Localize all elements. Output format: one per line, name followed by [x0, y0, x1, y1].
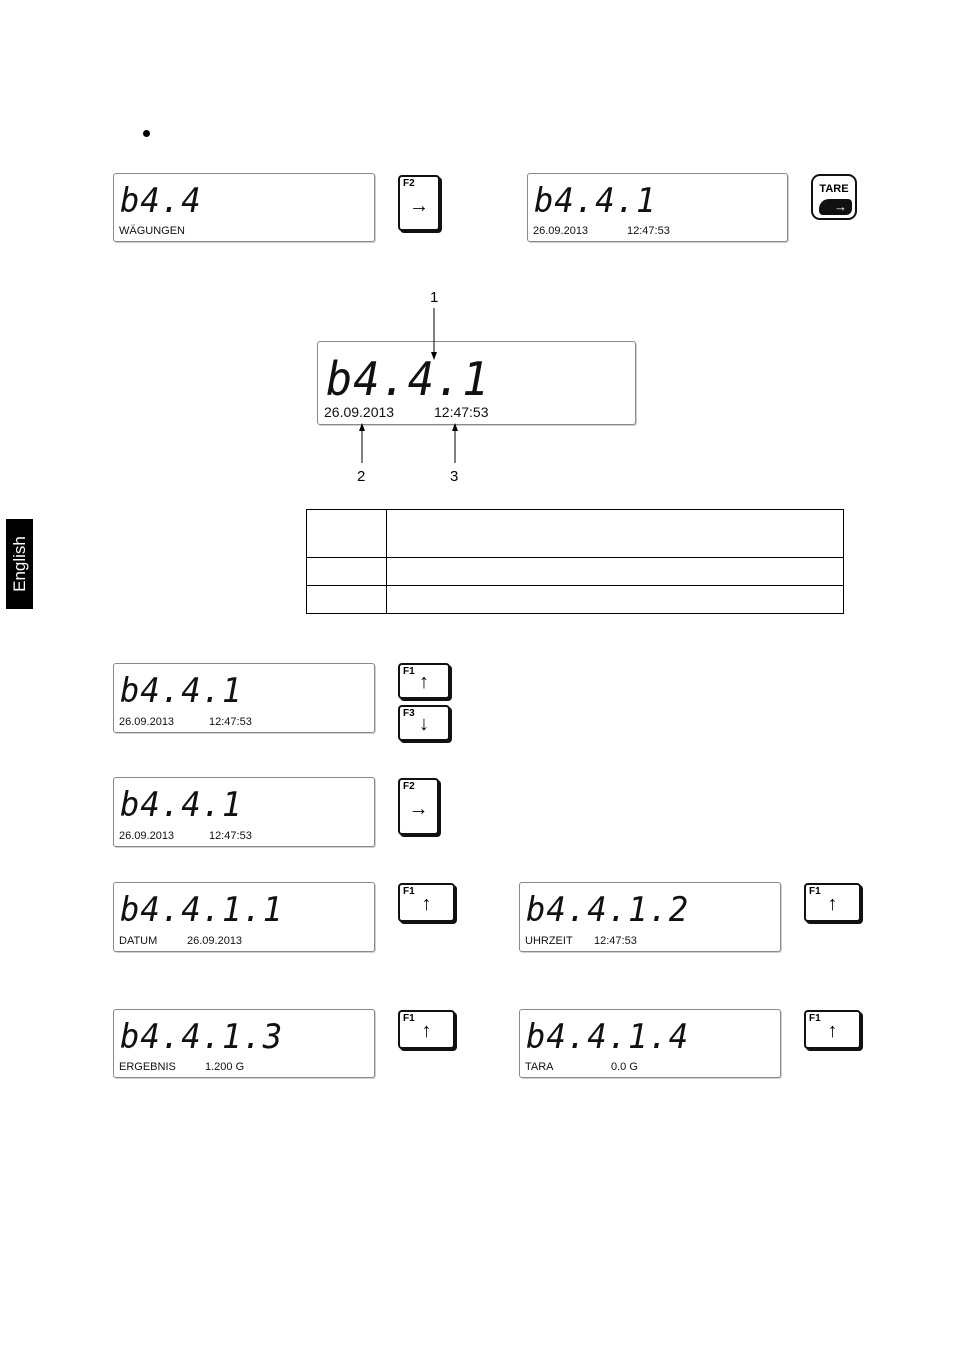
f2-key[interactable]: [398, 778, 439, 835]
date-value: 26.09.2013: [119, 716, 175, 728]
display-sub-line: [525, 935, 637, 948]
f1-key[interactable]: [398, 1010, 455, 1049]
table-row: [307, 558, 844, 586]
time-value: 12:47:53: [434, 404, 489, 420]
display-main-text: b4.4.1.4: [526, 1017, 690, 1057]
display-sub-line: [525, 1061, 638, 1074]
time-value: 12:47:53: [209, 716, 252, 728]
table-cell: [307, 510, 387, 558]
arrow-up-icon: ↑: [419, 671, 429, 693]
display-sub-line: [119, 830, 252, 843]
field-label: DATUM: [119, 935, 158, 947]
display-main-text: b4.4.1.2: [526, 890, 690, 930]
field-value: 0.0 G: [611, 1061, 638, 1073]
callout-number-3: 3: [450, 468, 459, 485]
f1-key-label: F1: [403, 666, 415, 677]
display-b4-4-1-4: [519, 1009, 781, 1078]
callout-number-2: 2: [357, 468, 366, 485]
f1-key[interactable]: [804, 883, 861, 922]
f1-key[interactable]: [398, 663, 450, 699]
callout-number-1: 1: [430, 289, 439, 306]
table-cell: [307, 558, 387, 586]
display-main-text: b4.4.1: [120, 785, 243, 825]
field-value: 12:47:53: [594, 935, 637, 947]
display-sub-label: WÄGUNGEN: [119, 225, 185, 237]
display-b4-4-1-3: [113, 1009, 375, 1078]
field-label: ERGEBNIS: [119, 1061, 176, 1073]
time-value: 12:47:53: [627, 225, 670, 237]
display-main-text: b4.4.1: [120, 671, 243, 711]
field-label: UHRZEIT: [525, 935, 573, 947]
f2-key-label: F2: [403, 781, 415, 792]
f1-key[interactable]: [804, 1010, 861, 1049]
language-tab-label: English: [9, 536, 29, 592]
date-value: 26.09.2013: [119, 830, 175, 842]
table-cell: [387, 558, 844, 586]
display-main-text: b4.4: [120, 181, 202, 221]
date-value: 26.09.2013: [324, 404, 395, 420]
f3-key-label: F3: [403, 708, 415, 719]
arrow-up-icon: ↑: [421, 1020, 432, 1042]
arrow-down-icon: ↓: [419, 713, 429, 735]
field-value: 26.09.2013: [187, 935, 243, 947]
arrow-up-icon: ↑: [421, 893, 432, 915]
time-value: 12:47:53: [209, 830, 252, 842]
display-sub-line: [119, 935, 243, 948]
legend-table: [306, 509, 844, 614]
display-b4-4-1: [113, 663, 375, 733]
f1-key-label: F1: [403, 886, 415, 897]
table-row: [307, 586, 844, 614]
table-cell: [307, 586, 387, 614]
field-value: 1.200 G: [205, 1061, 245, 1073]
display-b4-4-1: [113, 777, 375, 847]
f2-key-label: F2: [403, 178, 415, 189]
display-sub-line: [119, 716, 252, 729]
display-main-text: b4.4.1.1: [120, 890, 284, 930]
arrow-up-icon: ↑: [827, 893, 838, 915]
display-main-text: b4.4.1.3: [120, 1017, 284, 1057]
arrow-up-icon: ↑: [827, 1020, 838, 1042]
f1-key[interactable]: [398, 883, 455, 922]
arrow-right-icon: →: [408, 798, 429, 820]
arrow-right-icon: →: [409, 195, 429, 217]
field-label: TARA: [525, 1061, 554, 1073]
f1-key-label: F1: [809, 1013, 821, 1024]
date-value: 26.09.2013: [533, 225, 589, 237]
display-b4-4-1-1: [113, 882, 375, 952]
display-main-text: b4.4.1: [534, 181, 657, 221]
display-b4-4-1-2: [519, 882, 781, 952]
display-sub-line: [119, 1061, 245, 1074]
table-row: [307, 510, 844, 558]
f1-key-label: F1: [403, 1013, 415, 1024]
f1-key-label: F1: [809, 886, 821, 897]
tare-key-label: TARE: [819, 183, 849, 195]
arrow-right-icon: →: [819, 199, 852, 215]
table-cell: [387, 510, 844, 558]
f3-key[interactable]: [398, 705, 450, 741]
display-main-text: b4.4.1: [326, 352, 490, 406]
table-cell: [387, 586, 844, 614]
